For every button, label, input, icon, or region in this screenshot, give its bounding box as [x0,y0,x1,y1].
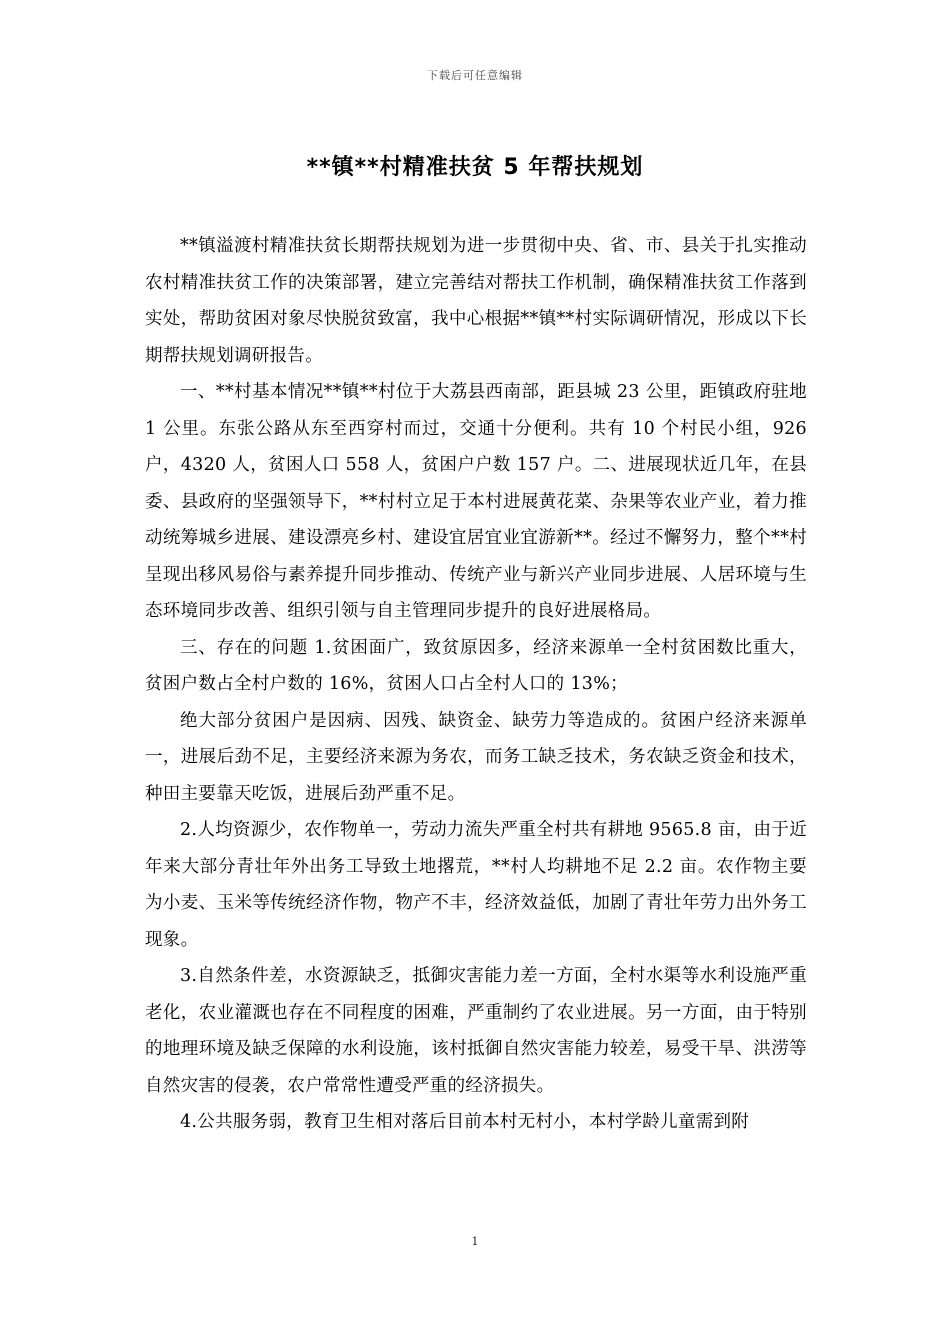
paragraph-public-services: 4.公共服务弱，教育卫生相对落后目前本村无村小，本村学龄儿童需到附 [180,1112,750,1132]
page-number: 1 [471,1235,479,1248]
paragraph-problems: 三、存在的问题 1.贫困面广，致贫原因多，经济来源单一全村贫困数比重大，贫困户数占全村户数的 16%，贫困人口占全村人口的 13%； [145,637,807,694]
paragraph-poverty-causes: 绝大部分贫困户是因病、因残、缺资金、缺劳力等造成的。贫困户经济来源单一，进展后劲不足，主要经济来源为务农，而务工缺乏技术，务农缺乏资金和技术，种田主要靠天吃饭，进展后劲严重不足。 [145,710,807,804]
paragraph-resources: 2.人均资源少，农作物单一，劳动力流失严重全村共有耕地 9565.8 亩，由于近年来大部分青壮年外出务工导致土地撂荒，**村人均耕地不足 2.2 亩。农作物主要为小麦、玉米等传统经济作物，物产不丰，经济效益低，加剧了青壮年劳力出外务工现象。 [145,820,807,950]
document-body [145,228,807,1141]
paragraph-intro: **镇溢渡村精准扶贫长期帮扶规划为进一步贯彻中央、省、市、县关于扎实推动农村精准扶贫工作的决策部署，建立完善结对帮扶工作机制，确保精准扶贫工作落到实处，帮助贫困对象尽快脱贫致富，我中心根据**镇**村实际调研情况，形成以下长期帮扶规划调研报告。 [145,236,807,366]
paragraph-natural-conditions: 3.自然条件差，水资源缺乏，抵御灾害能力差一方面，全村水渠等水利设施严重老化，农业灌溉也存在不同程度的困难，严重制约了农业进展。另一方面，由于特别的地理环境及缺乏保障的水利设施，该村抵御自然灾害能力较差，易受干旱、洪涝等自然灾害的侵袭，农户常常性遭受严重的经济损失。 [145,966,807,1096]
paragraph-basic-situation: 一、**村基本情况**镇**村位于大荔县西南部，距县城 23 公里，距镇政府驻地 1 公里。东张公路从东至西穿村而过，交通十分便利。共有 10 个村民小组，926 户，4320 人，贫困人口 558 人，贫困户户数 157 户。二、进展现状近几年，在县委、县政府的坚强领导下，**村村立足于本村进展黄花菜、杂果等农业产业，着力推动统筹城乡进展、建设漂亮乡村、建设宜居宜业宜游新**。经过不懈努力，整个**村呈现出移风易俗与素养提升同步推动、传统产业与新兴产业同步进展、人居环境与生态环境同步改善、组织引领与自主管理同步提升的良好进展格局。 [145,382,807,621]
document-title: **镇**村精准扶贫 5 年帮扶规划 [306,155,644,180]
header-note: 下载后可任意编辑 [427,69,523,82]
